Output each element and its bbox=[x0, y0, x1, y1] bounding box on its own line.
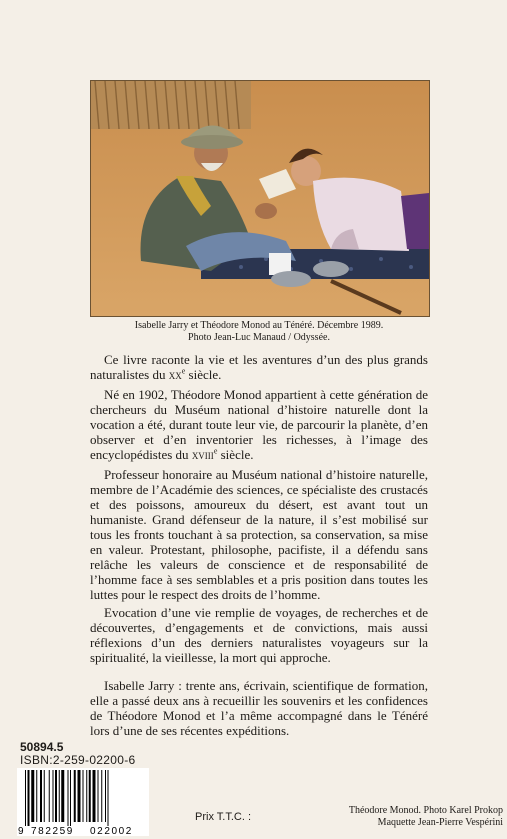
century-numeral: XX bbox=[168, 371, 182, 381]
product-code: 50894.5 bbox=[20, 740, 64, 754]
paragraph-professor: Professeur honoraire au Muséum national d’histoire naturelle, membre de l’Académie des sciences, ce spécialiste des crustacés et des poissons, amoureux du désert, est avant tout un humaniste. Grand défenseur de la nature, il s’est mobilisé sur tous les fronts touchant à sa protection, sa conservation, sa mise en valeur. Protestant, philosophe, pacifiste, il a défendu sans relâche les valeurs de conscience et de responsabilité de l’homme face à ses semblables et a pris position dans toutes les luttes pour le respect des droits de l’homme. bbox=[90, 467, 428, 602]
paragraph-generation bbox=[90, 387, 428, 464]
price-label bbox=[195, 811, 311, 823]
century-superscript: e bbox=[213, 446, 218, 456]
paragraph-intro bbox=[90, 352, 428, 384]
desert-photo-illustration bbox=[91, 81, 429, 316]
century-superscript: e bbox=[181, 366, 186, 376]
price-label-text: Prix T.T.C. : bbox=[195, 811, 252, 823]
barcode bbox=[17, 768, 149, 836]
caption-line-1: Isabelle Jarry et Théodore Monod au Ténéré. Décembre 1989. bbox=[134, 320, 384, 331]
back-cover-text bbox=[90, 352, 428, 741]
credits-photo: Théodore Monod. Photo Karel Prokop bbox=[348, 805, 503, 816]
barcode-right-digits: 022002 bbox=[90, 826, 133, 836]
barcode-left-digits: 782259 bbox=[31, 826, 74, 836]
cover-photo bbox=[90, 80, 430, 317]
paragraph-generation-end: siècle. bbox=[217, 447, 254, 462]
paragraph-intro-text: Ce livre raconte la vie et les aventures d’un des plus grands naturalistes du bbox=[90, 352, 428, 382]
paragraph-evocation: Evocation d’une vie remplie de voyages, de recherches et de découvertes, d’engagements et de convictions, mais aussi réflexions d’un des derniers naturalistes voyageurs sur la spiritualité, la vieillesse, la mort qui approche. bbox=[90, 605, 428, 665]
paragraph-intro-end: siècle. bbox=[185, 367, 222, 382]
credits bbox=[349, 805, 503, 829]
paragraph-author: Isabelle Jarry : trente ans, écrivain, scientifique de formation, elle a passé deux ans à recueillir les souvenirs et les confidences de Théodore Monod et l’a même accompagné dans le Ténéré lors d’une de ses récentes expéditions. bbox=[90, 678, 428, 738]
paragraph-generation-text: Né en 1902, Théodore Monod appartient à cette génération de chercheurs du Muséum national d’histoire naturelle dont la vocation a été, durant toute leur vie, de parcourir la planète, d’en observer et d’en inventorier les richesses, à l’image des encyclopédistes du bbox=[90, 387, 428, 462]
century-numeral: XVIII bbox=[191, 451, 214, 461]
barcode-lead-digit: 9 bbox=[18, 826, 24, 836]
photo-caption bbox=[90, 320, 428, 344]
isbn: ISBN:2-259-02200-6 bbox=[20, 753, 136, 767]
credits-design: Maquette Jean-Pierre Vespérini bbox=[377, 817, 503, 828]
caption-line-2: Photo Jean-Luc Manaud / Odyssée. bbox=[188, 332, 330, 343]
